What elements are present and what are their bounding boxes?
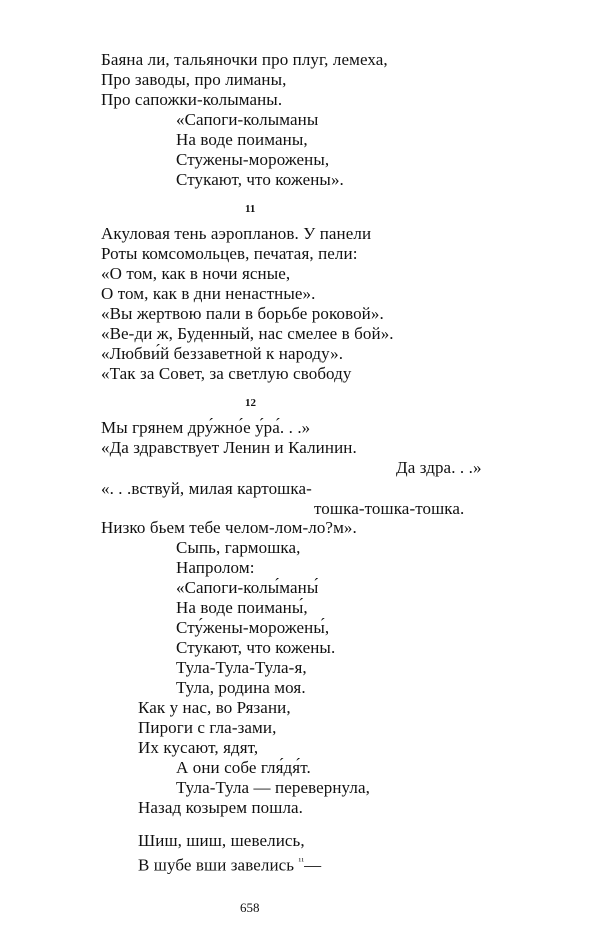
poem-line: Акуловая тень аэропланов. У панели xyxy=(101,224,372,243)
poem-line: «. . .вствуй, милая картошка- xyxy=(101,479,312,498)
poem-line: Напролом: xyxy=(176,558,255,577)
poem-line: «Так за Совет, за светлую свободу xyxy=(101,364,352,383)
poem-line: Тула-Тула-Тула-я, xyxy=(176,658,307,677)
poem-line: Назад козырем пошла. xyxy=(138,798,304,817)
poem-line: Сыпь, гармошка, xyxy=(176,538,301,557)
poem-line: Низко бьем тебе челом-лом-ло?м». xyxy=(101,518,357,537)
poem-line-text: В шубе вши завелись xyxy=(138,855,295,875)
footnote-mark: ¹¹ xyxy=(298,856,305,866)
poem-line: Стукают, что кожены. xyxy=(176,638,336,657)
poem-line: Тула, родина моя. xyxy=(176,678,306,697)
poem-line: Стужены-морожены, xyxy=(176,150,330,169)
poem-line: Как у нас, во Рязани, xyxy=(138,698,291,717)
poem-line: «О том, как в ночи ясные, xyxy=(101,264,291,283)
poem-line: Сту́жены-морожены́, xyxy=(176,618,330,637)
poem-line: Про заводы, про лиманы, xyxy=(101,70,287,89)
poem-line: «Да здравствует Ленин и Калинин. xyxy=(101,438,357,457)
poem-line: О том, как в дни ненастные». xyxy=(101,284,316,303)
poem-line: Стукают, что кожены». xyxy=(176,170,344,189)
poem-line: Да здра. . .» xyxy=(396,458,482,477)
poem-line-last xyxy=(138,851,321,876)
poem-line: Про сапожки-колыманы. xyxy=(101,90,283,109)
section-number: 12 xyxy=(245,397,256,409)
section-number: 11 xyxy=(245,203,256,215)
poem-line: Шиш, шиш, шевелись, xyxy=(138,831,305,850)
poem-line: На воде поиманы́, xyxy=(176,598,308,617)
trailing-dash: — xyxy=(304,855,322,875)
poem-line: Их кусают, ядят, xyxy=(138,738,259,757)
poem-line: Баяна ли, тальяночки про плуг, лемеха, xyxy=(101,50,388,69)
poem-line: тошка-тошка-тошка. xyxy=(314,499,465,518)
poem-line: «Сапоги-колы́маны́ xyxy=(176,578,319,597)
poem-line: «Ве-ди ж, Буденный, нас смелее в бой». xyxy=(101,324,394,343)
poem-line: А они собе гля́дя́т. xyxy=(176,758,311,777)
poem-line: Пироги с гла-зами, xyxy=(138,718,277,737)
poem-line: Мы грянем дру́жно́е у́ра́. . .» xyxy=(101,418,311,437)
poem-line: Тула-Тула — перевернула, xyxy=(176,778,370,797)
page-number: 658 xyxy=(240,900,260,915)
poem-line: «Любви́й беззаветной к народу». xyxy=(101,344,344,363)
poem-line: «Вы жертвою пали в борьбе роковой». xyxy=(101,304,384,323)
poem-line: «Сапоги-колыманы xyxy=(176,110,319,129)
poem-line: Роты комсомольцев, печатая, пели: xyxy=(101,244,358,263)
poem-line: На воде поиманы, xyxy=(176,130,308,149)
